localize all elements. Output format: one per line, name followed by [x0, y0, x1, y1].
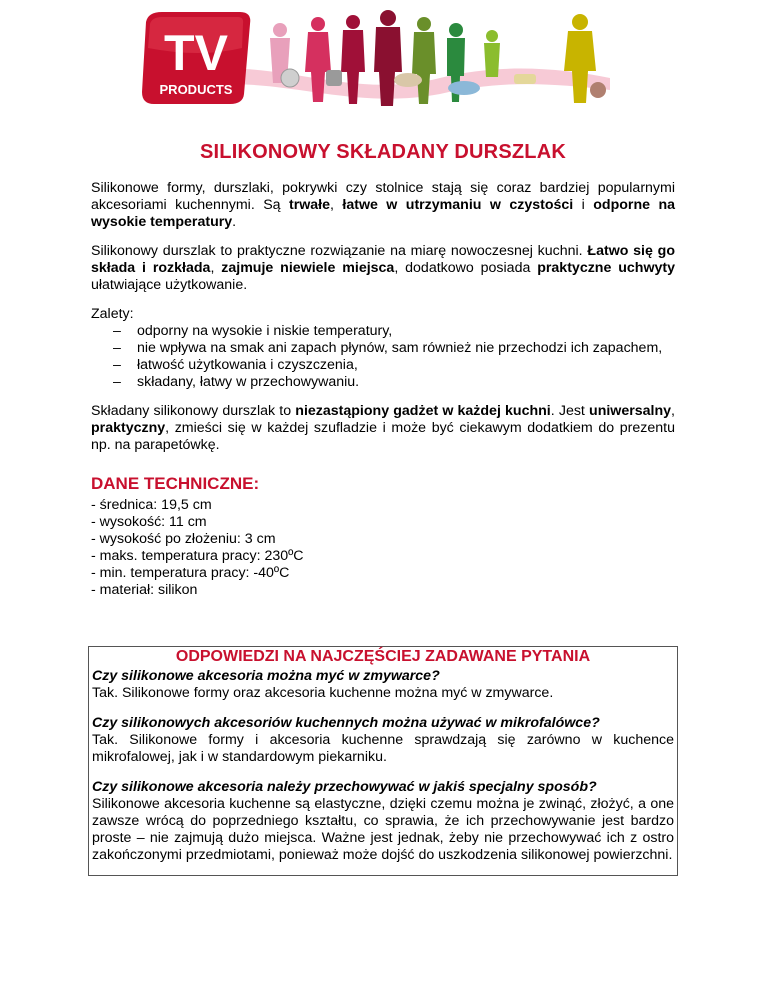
- list-item: [113, 340, 675, 357]
- tv-products-logo: [142, 12, 250, 104]
- summary-text: ,: [671, 403, 675, 419]
- faq-box: [88, 646, 678, 876]
- bold-practical: praktyczny: [91, 420, 166, 436]
- page-title: SILIKONOWY SKŁADANY DURSZLAK: [200, 141, 566, 163]
- list-item: [113, 357, 675, 374]
- summary-text: Składany silikonowy durszlak to: [91, 403, 296, 419]
- faq-question: Czy silikonowe akcesoria można myć w zmywarce?: [92, 668, 440, 684]
- advantages-list: [91, 323, 675, 391]
- document-content: [91, 141, 675, 599]
- header-banner: [140, 8, 620, 108]
- faq-answer: Tak. Silikonowe formy oraz akcesoria kuchenne można myć w zmywarce.: [92, 685, 554, 701]
- intro-text: i: [573, 197, 594, 213]
- intro-text: Silikonowy durszlak to praktyczne rozwiązanie na miarę nowoczesnej kuchni.: [91, 243, 588, 259]
- advantage-text: odporny na wysokie i niskie temperatury,: [137, 323, 393, 339]
- faq-answer: Silikonowe akcesoria kuchenne są elastyczne, dzięki czemu można je zwinąć, złożyć, a one zawsze wrócą do poprzedniego kształtu, co sprawia, że ich przechowywanie jest bardzo proste – nie zajmują dużo miejsca. Ważne jest jednak, żeby nie przechowywać ich z ostro zakończonymi przedmiotami, ponieważ może dojść do uszkodzenia silikonowej powierzchni.: [92, 796, 674, 863]
- bold-folds-easily: Łatwo się go składa i rozkłada: [91, 243, 675, 276]
- intro-paragraph-1: [91, 180, 675, 231]
- bold-handles: praktyczne uchwyty: [537, 260, 675, 276]
- tech-specs-title: DANE TECHNICZNE:: [91, 474, 260, 493]
- list-item: - materiał: silikon: [91, 582, 198, 598]
- summary-paragraph: [91, 403, 675, 454]
- intro-text: ,: [330, 197, 343, 213]
- dash-bullet: –: [113, 357, 121, 373]
- faq-question: Czy silikonowe akcesoria należy przechowywać w jakiś specjalny sposób?: [92, 779, 597, 795]
- list-item: - średnica: 19,5 cm: [91, 497, 212, 513]
- advantage-text: nie wpływa na smak ani zapach płynów, sam również nie przechodzi ich zapachem,: [137, 340, 663, 356]
- bold-easy-clean: łatwe w utrzymaniu w czystości: [342, 197, 574, 213]
- intro-text: Silikonowe formy, durszlaki, pokrywki czy stolnice stają się coraz bardziej popularnymi akcesoriami kuchennymi. Są: [91, 180, 675, 213]
- list-item: [113, 374, 675, 391]
- intro-text: , dodatkowo posiada: [394, 260, 538, 276]
- list-item: - min. temperatura pracy: -40ºC: [91, 565, 290, 581]
- list-item: - wysokość po złożeniu: 3 cm: [91, 531, 276, 547]
- bold-universal: uniwersalny: [589, 403, 672, 419]
- list-item: [113, 323, 675, 340]
- list-item: - wysokość: 11 cm: [91, 514, 207, 530]
- faq-answer: Tak. Silikonowe formy i akcesoria kuchenne sprawdzają się zarówno w kuchence mikrofalowej, jak i w standardowym piekarniku.: [92, 732, 674, 765]
- logo-products-text: PRODUCTS: [159, 82, 233, 97]
- intro-text: .: [232, 214, 237, 230]
- list-item: - maks. temperatura pracy: 230ºC: [91, 548, 304, 564]
- summary-text: , zmieści się w każdej szufladzie i może być ciekawym dodatkiem do prezentu np. na parapetówkę.: [91, 420, 675, 453]
- advantages-label: Zalety:: [91, 306, 134, 322]
- summary-text: . Jest: [550, 403, 590, 419]
- tech-specs-list: [91, 497, 675, 599]
- bold-heat-resistant: odporne na wysokie temperatury: [91, 197, 675, 230]
- bold-durable: trwałe: [289, 197, 331, 213]
- intro-text: ułatwiające użytkowanie.: [91, 277, 248, 293]
- dash-bullet: –: [113, 323, 121, 339]
- dash-bullet: –: [113, 374, 121, 390]
- advantage-text: łatwość użytkowania i czyszczenia,: [137, 357, 358, 373]
- banner-graphic: [140, 8, 620, 108]
- bold-irreplaceable: niezastąpiony gadżet w każdej kuchni: [295, 403, 551, 419]
- logo-tv-text: TV: [164, 25, 228, 81]
- bold-small-space: zajmuje niewiele miejsca: [221, 260, 395, 276]
- intro-text: ,: [210, 260, 222, 276]
- dash-bullet: –: [113, 340, 121, 356]
- faq-title: ODPOWIEDZI NA NAJCZĘŚCIEJ ZADAWANE PYTANIA: [175, 648, 591, 665]
- intro-paragraph-2: [91, 243, 675, 294]
- faq-question: Czy silikonowych akcesoriów kuchennych można używać w mikrofalówce?: [92, 715, 600, 731]
- advantage-text: składany, łatwy w przechowywaniu.: [137, 374, 360, 390]
